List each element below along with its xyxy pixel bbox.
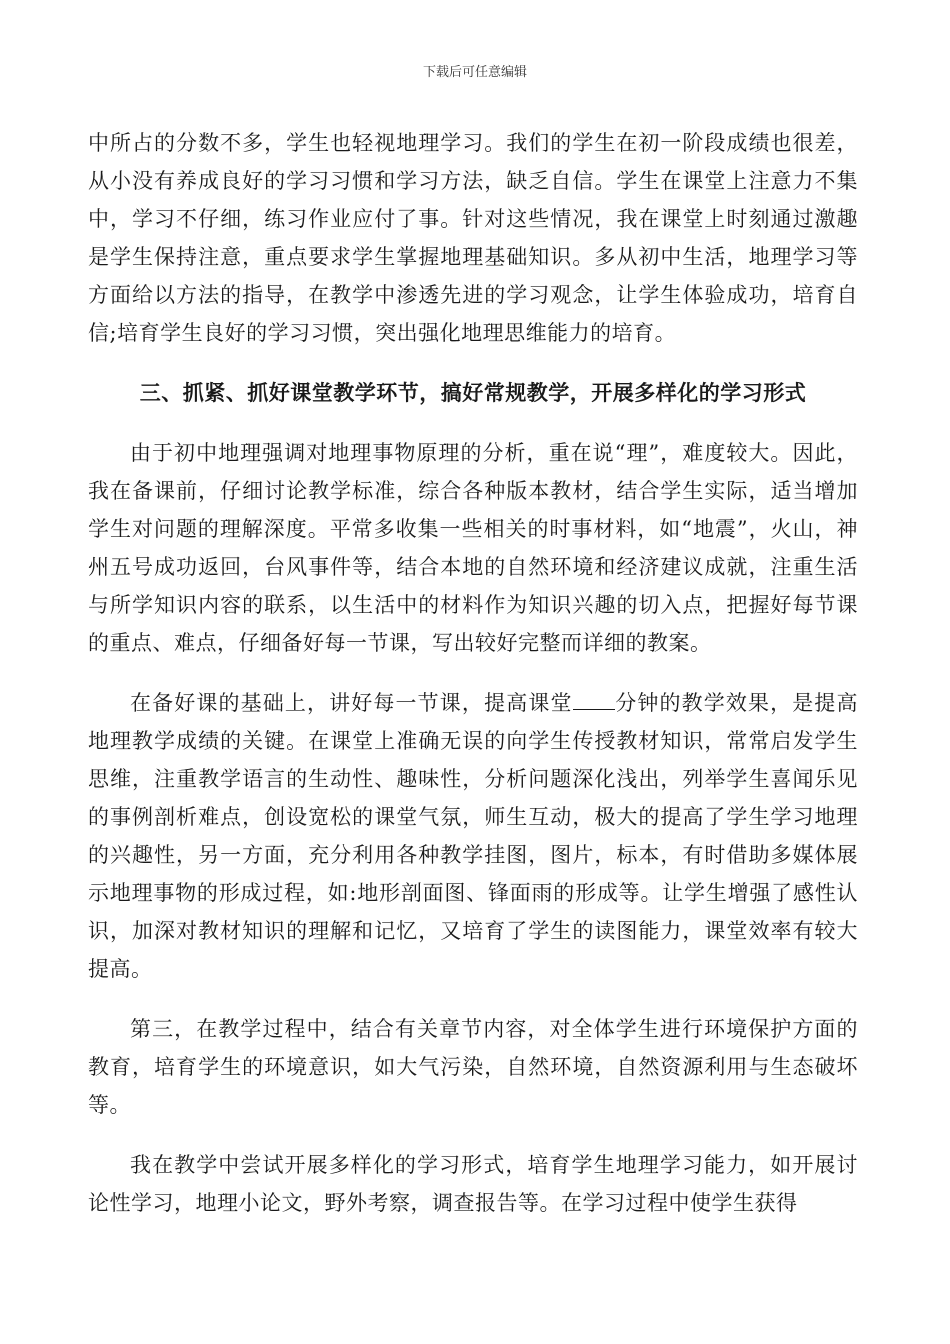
paragraph-4: 第三，在教学过程中，结合有关章节内容，对全体学生进行环境保护方面的教育，培育学生的环境意识，如大气污染，自然环境，自然资源利用与生态破坏等。 (88, 1017, 858, 1117)
section-heading: 三、抓紧、抓好课堂教学环节，搞好常规教学，开展多样化的学习形式 (139, 380, 807, 405)
paragraph-3 (88, 684, 858, 988)
paragraph-5: 我在教学中尝试开展多样化的学习形式，培育学生地理学习能力，如开展讨论性学习，地理小论文，野外考察，调查报告等。在学习过程中使学生获得 (88, 1153, 858, 1215)
paragraph-2: 由于初中地理强调对地理事物原理的分析，重在说“理”，难度较大。因此，我在备课前，仔细讨论教学标准，综合各种版本教材，结合学生实际，适当增加学生对问题的理解深度。平常多收集一些相关的时事材料，如“地震”，火山，神州五号成功返回，台风事件等，结合本地的自然环境和经济建议成就，注重生活与所学知识内容的联系，以生活中的材料作为知识兴趣的切入点，把握好每节课的重点、难点，仔细备好每一节课，写出较好完整而详细的教案。 (88, 441, 858, 655)
paragraph-1: 中所占的分数不多，学生也轻视地理学习。我们的学生在初一阶段成绩也很差，从小没有养成良好的学习习惯和学习方法，缺乏自信。学生在课堂上注意力不集中，学习不仔细，练习作业应付了事。针对这些情况，我在课堂上时刻通过激趣是学生保持注意，重点要求学生掌握地理基础知识。多从初中生活，地理学习等方面给以方法的指导，在教学中渗透先进的学习观念，让学生体验成功，培育自信;培育学生良好的学习习惯，突出强化地理思维能力的培育。 (88, 131, 858, 345)
paragraph-3-start: 在备好课的基础上，讲好每一节课，提高课堂 (130, 691, 573, 715)
paragraph-3-rest: 分钟的教学效果，是提高地理教学成绩的关键。在课堂上准确无误的向学生传授教材知识，常常启发学生思维，注重教学语言的生动性、趣味性，分析问题深化浅出，列举学生喜闻乐见的事例剖析难点，创设宽松的课堂气氛，师生互动，极大的提高了学生学习地理的兴趣性，另一方面，充分利用各种教学挂图，图片，标本，有时借助多媒体展示地理事物的形成过程，如:地形剖面图、锋面雨的形成等。让学生增强了感性认识，加深对教材知识的理解和记忆，又培育了学生的读图能力，课堂效率有较大提高。 (88, 691, 859, 981)
document-body (88, 124, 858, 1222)
fill-in-blank (573, 691, 615, 710)
page-header: 下载后可任意编辑 (422, 65, 527, 80)
